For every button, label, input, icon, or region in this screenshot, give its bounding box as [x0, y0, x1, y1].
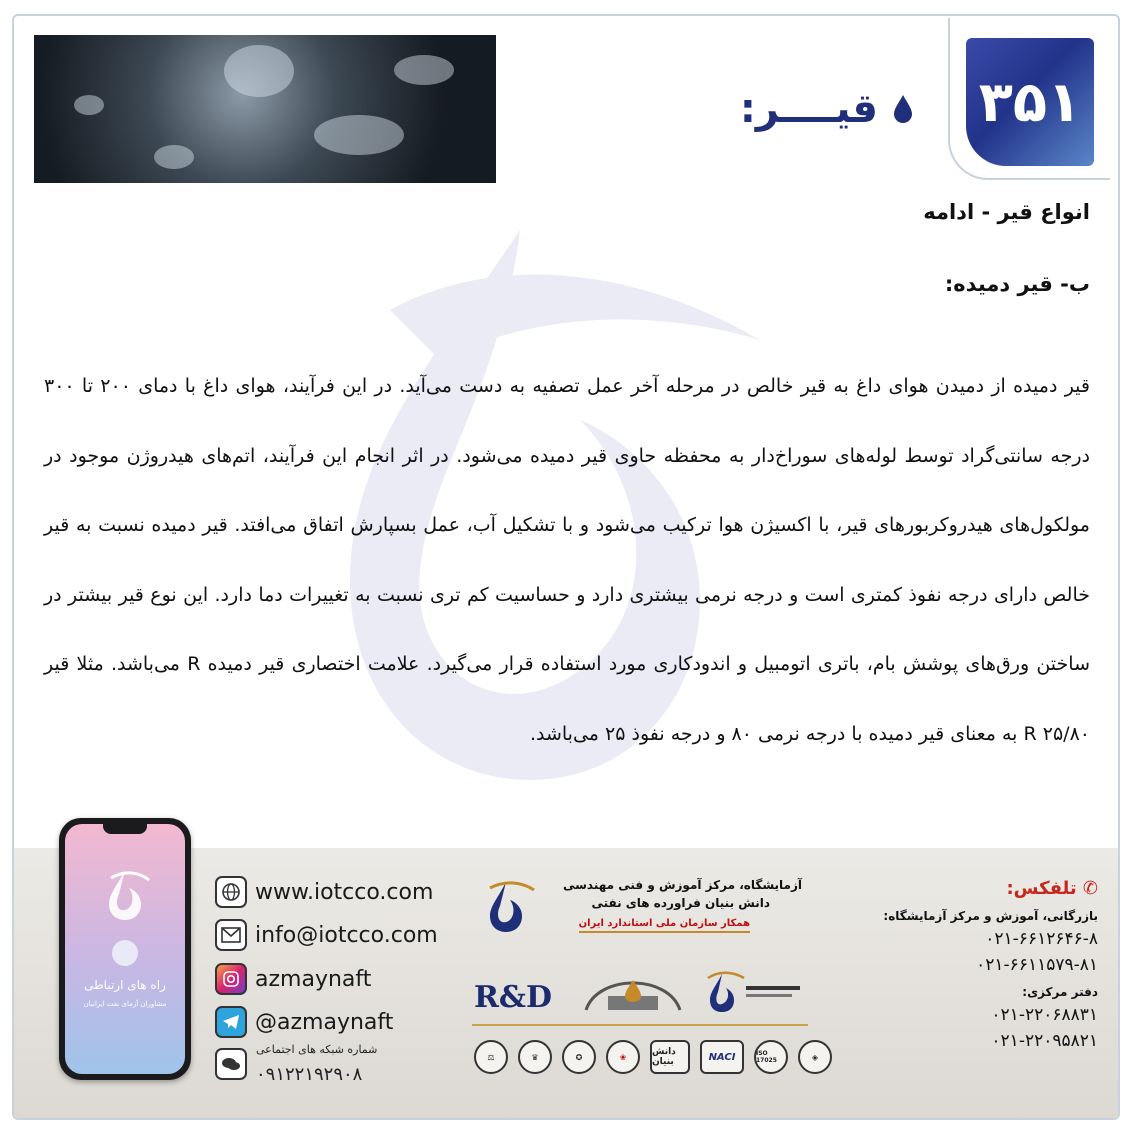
title-text: قیــــر: [739, 86, 878, 132]
header-bitumen-photo [34, 35, 496, 183]
company-logo-icon [476, 876, 536, 934]
telegram-handle[interactable]: @azmaynaft [255, 1009, 394, 1035]
seal-icon: ✪ [562, 1040, 596, 1074]
iso-badge: ISO 17025 [754, 1040, 788, 1074]
rd-logo: R&D [474, 980, 553, 1015]
naci-badge: NACI [700, 1040, 744, 1074]
sales-number-1[interactable]: ۰۲۱-۶۶۱۲۶۴۶-۸ [985, 929, 1098, 949]
page-number-badge [966, 38, 1094, 166]
page-title [740, 86, 914, 132]
instagram-row[interactable] [215, 963, 371, 995]
phone-mockup [59, 818, 191, 1080]
iran-emblem-icon: ❀ [606, 1040, 640, 1074]
social-phone-number[interactable]: ۰۹۱۲۲۱۹۲۹۰۸ [256, 1064, 363, 1085]
office-label: دفتر مرکزی: [1022, 985, 1098, 999]
globe-icon [112, 940, 138, 966]
phone-screen [65, 824, 185, 1074]
globe-icon [215, 876, 247, 908]
social-caption: شماره شبکه های اجتماعی [256, 1043, 378, 1056]
website-link[interactable]: www.iotcco.com [255, 879, 434, 905]
lab-line-1: آزمایشگاه، مرکز آموزش و فنی مهندسی [562, 878, 802, 892]
training-center-seal [578, 966, 688, 1016]
body-paragraph: قیر دمیده از دمیدن هوای داغ به قیر خالص در مرحله آخر عمل تصفیه به دست می‌آید. در این فرآیند، هوای داغ با دمای ۲۰۰ تا ۳۰۰ درجه سانتی‌گراد توسط لوله‌های سوراخ‌دار به محفظه حاوی قیر دمیده می‌شود. در اثر انجام این فرآیند، اتم‌های هیدروژن موجود در مولکول‌های هیدروکربورهای قیر، با اکسیژن هوا ترکیب می‌شود و با تشکیل آب، عمل بسپارش اتفاق می‌افتد. قیر دمیده نسبت به قیر خالص دارای درجه نفوذ کمتری است و درجه نرمی بیشتری دارد و حساسیت کم تری نسبت به تغییرات دما دارد. این نوع قیر بیشتر در ساختن ورق‌های پوشش بام، باتری اتومبیل و اندودکاری مورد استفاده قرار می‌گیرد. علامت اختصاری قیر دمیده R می‌باشد. مثلا قیر ۲۵/۸۰ R به معنای قیر دمیده با درجه نرمی ۸۰ و درجه نفوذ ۲۵ می‌باشد. [44, 375, 1091, 745]
lab-line-3: همکار سازمان ملی استاندارد ایران [579, 918, 750, 933]
sales-number-2[interactable]: ۰۲۱-۶۶۱۱۵۷۹-۸۱ [976, 955, 1098, 975]
section-subheading: ب- قیر دمیده: [944, 272, 1090, 296]
sales-label: بازرگانی، آموزش و مرکز آزمایشگاه: [883, 909, 1098, 923]
instagram-handle[interactable]: azmaynaft [255, 966, 372, 992]
chat-icon [215, 1048, 247, 1080]
standard-mark-icon: ◈ [798, 1040, 832, 1074]
company-logo-icon [99, 864, 151, 924]
telegram-icon [215, 1006, 247, 1038]
office-number-1[interactable]: ۰۲۱-۲۲۰۶۸۸۳۱ [991, 1005, 1098, 1025]
telfax-block [858, 878, 1098, 1051]
emblem-icon: ⚖ [474, 1040, 508, 1074]
lab-line-2: دانش بنیان فراورده های نفتی [591, 896, 770, 910]
social-row [215, 1048, 247, 1080]
phone-notch [103, 824, 147, 834]
knowledge-based-badge: دانش بنیان [650, 1040, 690, 1074]
phone-subtitle: مشاوران آزمای نفت ایرانیان [83, 1000, 167, 1008]
consultants-logo [704, 968, 804, 1016]
email-link[interactable]: info@iotcco.com [255, 922, 438, 948]
phone-icon: ✆ [1082, 878, 1098, 899]
phone-title: راه های ارتباطی [84, 978, 166, 992]
instagram-icon [215, 963, 247, 995]
page-number: ۳۵۱ [978, 69, 1082, 135]
website-row[interactable] [215, 876, 433, 908]
office-number-2[interactable]: ۰۲۱-۲۲۰۹۵۸۲۱ [991, 1031, 1098, 1051]
lab-info-block [470, 866, 810, 936]
telfax-heading: ✆ تلفکس: [1006, 878, 1098, 899]
mail-icon [215, 919, 247, 951]
footer-divider [472, 1024, 808, 1026]
telegram-row[interactable] [215, 1006, 393, 1038]
section-heading: انواع قیر - ادامه [923, 200, 1090, 224]
trophy-icon: ♛ [518, 1040, 552, 1074]
certificates-row [474, 1040, 832, 1074]
email-row[interactable] [215, 919, 438, 951]
drop-icon [892, 94, 914, 124]
